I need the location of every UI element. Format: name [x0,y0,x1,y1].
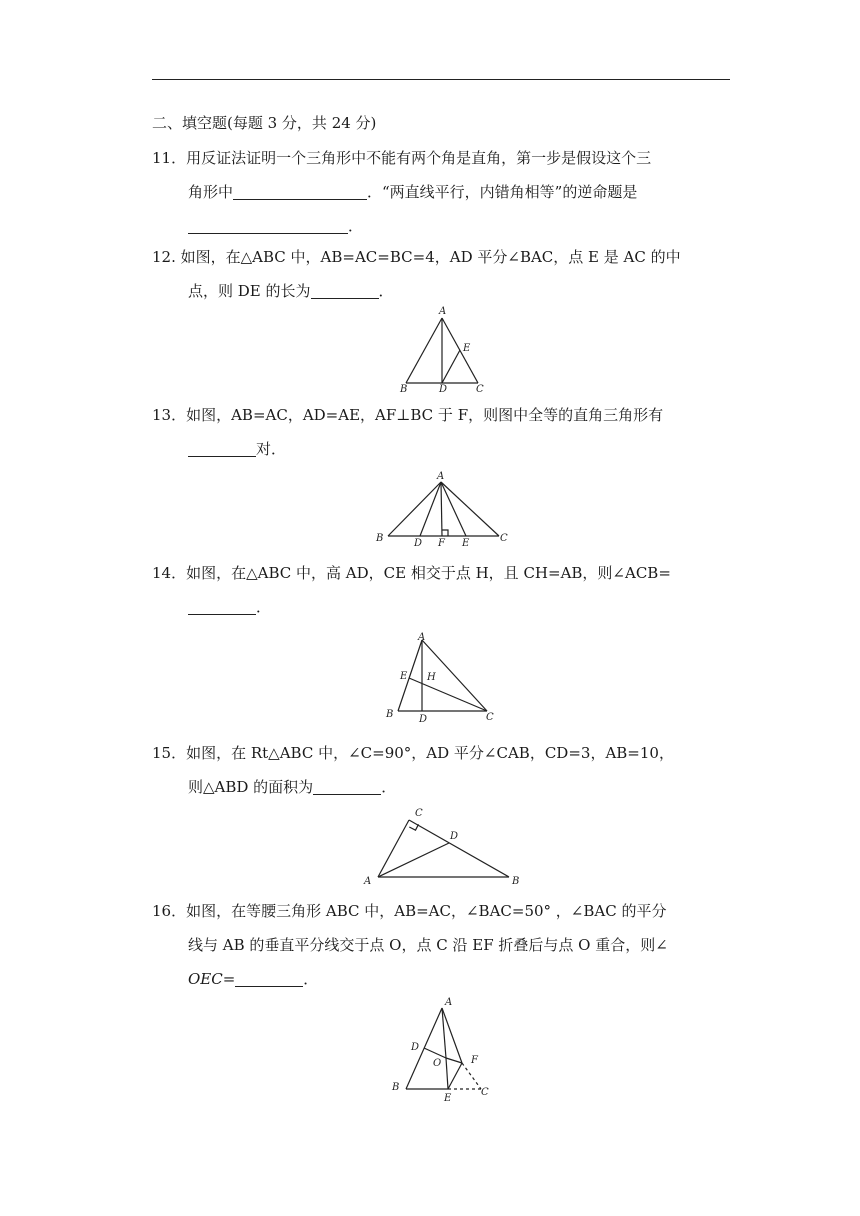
q13-figure [374,470,514,550]
q14-number: 14． [152,564,187,582]
q12-number: 12. [152,248,176,266]
question-12 [152,240,732,308]
q11-line1: 用反证法证明一个三角形中不能有两个角是直角，第一步是假设这个三 [186,149,652,167]
q12-line2b: ． [378,282,394,300]
q15-label-b: B [512,876,520,887]
q11-blank-1[interactable] [233,183,367,200]
q14-label-a: A [418,632,426,643]
q12-label-c: C [476,384,484,395]
q13-label-d: D [414,538,423,549]
q15-number: 15． [152,744,187,762]
q16-line2: 线与 AB 的垂直平分线交于点 O，点 C 沿 EF 折叠后与点 O 重合，则∠ [188,936,668,954]
q14-label-c: C [486,712,494,723]
q16-label-d: D [411,1042,420,1053]
q15-line2a: 则△ABD 的面积为 [188,778,314,796]
q13-label-e: E [462,538,470,549]
q16-label-o: O [433,1058,442,1069]
q14-line2: ． [256,598,272,616]
q13-label-a: A [437,471,445,482]
q13-label-c: C [500,533,508,544]
q13-line2: 对． [256,440,287,458]
q16-label-c: C [481,1087,489,1098]
q13-line1: 如图，AB=AC，AD=AE，AF⊥BC 于 F，则图中全等的直角三角形有 [186,406,664,424]
q15-label-a: A [364,876,372,887]
q12-line1: 如图，在△ABC 中，AB=AC=BC=4，AD 平分∠BAC，点 E 是 AC 的中 [180,248,681,266]
q12-label-e: E [463,343,471,354]
q13-label-b: B [376,533,384,544]
q16-line3a: OEC= [188,970,236,988]
q15-blank[interactable] [313,778,381,795]
q12-blank[interactable] [311,282,379,299]
q16-number: 16． [152,902,187,920]
q11-line3: ． [348,217,364,235]
q14-label-b: B [386,709,394,720]
q14-figure [380,630,500,725]
q13-number: 13． [152,406,187,424]
q16-label-b: B [392,1082,400,1093]
q12-label-a: A [439,306,447,317]
q15-line2b: ． [381,778,397,796]
q11-line2b: ．“两直线平行，内错角相等”的逆命题是 [367,183,638,201]
q11-blank-2[interactable] [188,217,348,234]
q14-label-d: D [419,714,428,725]
q13-label-f: F [438,538,445,549]
question-14 [152,556,732,624]
question-15 [152,736,732,804]
q12-line2a: 点，则 DE 的长为 [188,282,311,300]
q14-label-e: E [400,671,408,682]
header-rule [152,79,730,80]
question-16 [152,894,732,996]
q16-line1: 如图，在等腰三角形 ABC 中，AB=AC，∠BAC=50° ，∠BAC 的平分 [186,902,667,920]
q16-label-e: E [444,1093,452,1104]
question-13 [152,398,732,466]
q14-line1: 如图，在△ABC 中，高 AD，CE 相交于点 H，且 CH=AB，则∠ACB= [186,564,671,582]
q12-figure [396,306,496,396]
q16-label-f: F [471,1055,478,1066]
q13-blank[interactable] [188,440,256,457]
q16-label-a: A [445,997,453,1008]
q12-label-b: B [400,384,408,395]
q15-label-d: D [450,831,459,842]
question-11 [152,141,732,243]
q14-blank[interactable] [188,598,256,615]
q16-line3b: ． [303,970,319,988]
section-title: 二、填空题(每题 3 分，共 24 分) [152,114,377,132]
q11-line2a: 角形中 [188,183,234,201]
q15-line1: 如图，在 Rt△ABC 中，∠C=90°，AD 平分∠CAB，CD=3，AB=10， [186,744,674,762]
q11-number: 11． [152,149,187,167]
q15-label-c: C [415,808,423,819]
q14-label-h: H [427,672,436,683]
q16-blank[interactable] [235,970,303,987]
q16-figure [386,994,496,1106]
q15-figure [360,804,530,889]
q12-label-d: D [439,384,448,395]
